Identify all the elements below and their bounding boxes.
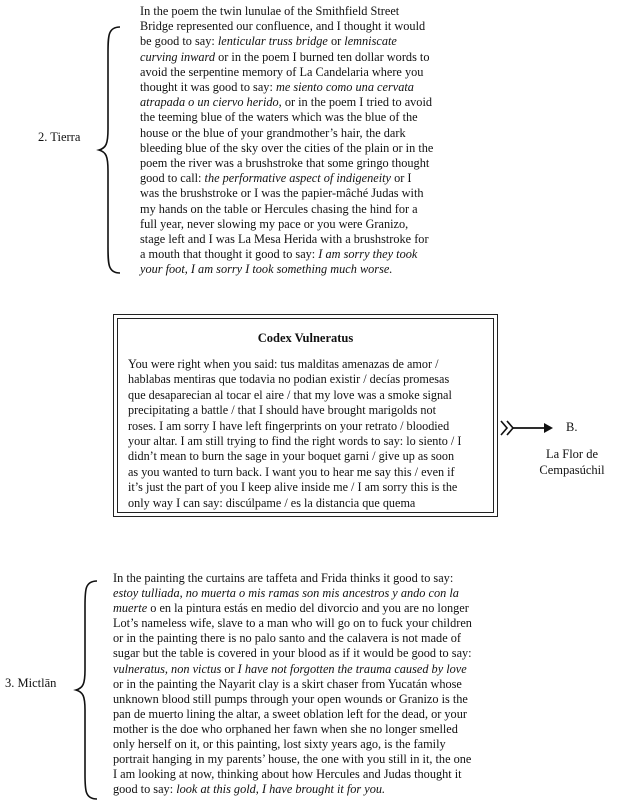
- italic-phrase: me siento como una cervata: [275, 80, 414, 95]
- poem-line: [140, 65, 433, 80]
- text-segment: or in the poem I burned ten dollar words to: [215, 49, 430, 64]
- poem-line: [113, 677, 472, 692]
- poem-line: [140, 217, 433, 232]
- text-segment: or: [327, 34, 345, 49]
- text-segment: In the painting the curtains are taffeta and Frida thinks it good to say:: [113, 571, 454, 585]
- poem-line: [140, 232, 433, 247]
- left-brace-mictlan: [73, 578, 103, 802]
- poem-line: [113, 601, 472, 616]
- text-segment: o en la pintura estás en medio del divorcio and you are no longer: [147, 601, 469, 616]
- text-segment: or in the painting the Nayarit clay is a skirt chaser from Yucatán whose: [113, 676, 462, 691]
- text-segment: my hands on the table or Hercules chasing the hind for a: [140, 201, 418, 216]
- text-segment: or in the painting there is no palo santo and the calavera is not made of: [113, 631, 461, 646]
- italic-phrase: muerte: [113, 601, 148, 616]
- codex-line: it’s just the part of you I keep alive inside me / I am sorry this is the: [128, 480, 458, 495]
- text-segment: full year, never slowing my pace or you were Granizo,: [140, 216, 409, 231]
- codex-line: didn’t mean to burn the sage in your boquet garni / give up as soon: [128, 449, 455, 464]
- poem-line: [140, 202, 433, 217]
- side-note-caption-line: Cempasúchil: [539, 463, 605, 477]
- text-segment: Lot’s nameless wife, slave to a man who will go on to fuck your children: [113, 616, 472, 631]
- text-segment: In the poem the twin lunulae of the Smithfield Street: [140, 4, 400, 18]
- codex-line: only way I can say: discúlpame / es la distancia que quema: [128, 495, 416, 510]
- left-brace-tierra: [96, 24, 126, 276]
- italic-phrase: the performative aspect of indigeneity: [204, 171, 391, 186]
- italic-phrase: estoy tulliada, no muerta o mis ramas son mis ancestros y ando con la: [113, 586, 459, 601]
- text-segment: or: [221, 661, 238, 676]
- poem-line: [140, 171, 433, 186]
- poem-line: [113, 752, 472, 767]
- italic-phrase: I have not forgotten the trauma caused by love: [237, 661, 467, 676]
- text-segment: be good to say:: [140, 34, 218, 49]
- text-segment: good to call:: [140, 171, 205, 186]
- italic-phrase: I am sorry they took: [318, 247, 418, 262]
- poem-line: [113, 662, 472, 677]
- poem-line: [140, 50, 433, 65]
- text-segment: house or the blue of your grandmother’s hair, the dark: [140, 125, 406, 140]
- text-segment: sugar but the table is covered in your blood as if it would be good to say:: [113, 646, 472, 661]
- poem-line: [113, 692, 472, 707]
- poem-line: [140, 262, 433, 277]
- poem-line: [140, 126, 433, 141]
- italic-phrase: lemniscate: [344, 34, 397, 49]
- poem-line: [113, 707, 472, 722]
- poem-line: [140, 19, 433, 34]
- italic-phrase: your foot, I am sorry I took something much worse.: [140, 262, 393, 277]
- poem-line: [113, 586, 472, 601]
- poem-line: [113, 767, 472, 782]
- section-label-mictlan: 3. Mictlān: [5, 676, 57, 690]
- codex-line: as you wanted to turn back. I want you to hear me say this / even if: [128, 464, 455, 479]
- arrow-right-icon: [500, 418, 556, 438]
- poem-line: [140, 156, 433, 171]
- italic-phrase: lenticular truss bridge: [217, 34, 328, 49]
- text-segment: avoid the serpentine memory of La Candelaria where you: [140, 64, 424, 79]
- poem-line: [113, 737, 472, 752]
- poem-line: [140, 110, 433, 125]
- codex-box: [113, 314, 498, 517]
- poem-line: [140, 80, 433, 95]
- poem-line: [140, 95, 433, 110]
- side-note-caption: [530, 446, 614, 478]
- side-note-caption-line: La Flor de: [545, 447, 599, 461]
- text-segment: good to say:: [113, 782, 177, 797]
- poem-line: [140, 247, 433, 262]
- codex-line: que desaparecian al tocar el aire / that my love was a smoke signal: [128, 387, 452, 402]
- text-segment: only herself on it, or this painting, lost sixty years ago, is the family: [113, 737, 446, 752]
- text-segment: pan de muerto lining the altar, a sweet oblation left for the dead, or your: [113, 706, 467, 721]
- text-segment: mother is the doe who orphaned her fawn when she no longer smelled: [113, 721, 458, 736]
- italic-phrase: look at this gold, I have brought it for you.: [176, 782, 386, 797]
- text-segment: or in the poem I tried to avoid: [281, 95, 433, 110]
- poem-line: [140, 141, 433, 156]
- text-segment: poem the river was a brushstroke that some gringo thought: [140, 156, 430, 171]
- codex-line: roses. I am sorry I have left fingerprints on your retrato / bloodied: [128, 418, 450, 433]
- codex-line: your altar. I am still trying to find the right words to say: lo siento / I: [128, 434, 462, 449]
- codex-body: [128, 357, 461, 511]
- poem-line: [140, 4, 433, 19]
- poem-line: [113, 571, 472, 586]
- text-segment: or I: [391, 171, 412, 186]
- poem-line: [113, 631, 472, 646]
- text-segment: stage left and I was La Mesa Herida with a brushstroke for: [140, 232, 429, 247]
- codex-line: hablabas mentiras que todavia no podian existir / decías promesas: [128, 372, 450, 387]
- poem-line: [113, 722, 472, 737]
- poem-line: [113, 646, 472, 661]
- poem-line: [113, 782, 472, 797]
- poem-line: [140, 34, 433, 49]
- text-segment: Bridge represented our confluence, and I thought it would: [140, 19, 426, 34]
- text-segment: unknown blood still pumps through your open wounds or Granizo is the: [113, 691, 468, 706]
- text-segment: I am looking at now, thinking about how Hercules and Judas thought it: [113, 767, 462, 782]
- text-segment: the teeming blue of the waters which was the blue of the: [140, 110, 418, 125]
- poem-tierra: [140, 4, 433, 278]
- codex-box-inner: [117, 318, 494, 513]
- poem-mictlan: [113, 571, 472, 797]
- italic-phrase: curving inward: [140, 49, 216, 64]
- side-note-marker: B.: [566, 420, 578, 434]
- text-segment: was the brushstroke or I was the papier-mâché Judas with: [140, 186, 424, 201]
- text-segment: bleeding blue of the sky over the cities of the plain or in the: [140, 140, 434, 155]
- italic-phrase: vulneratus, non victus: [113, 661, 222, 676]
- text-segment: a mouth that thought it good to say:: [140, 247, 319, 262]
- poem-line: [140, 186, 433, 201]
- text-segment: portrait hanging in my parents’ house, the one with you still in it, the one: [113, 752, 472, 767]
- text-segment: thought it was good to say:: [140, 80, 276, 95]
- italic-phrase: atrapada o un ciervo herido,: [140, 95, 282, 110]
- codex-line: You were right when you said: tus malditas amenazas de amor /: [128, 357, 439, 371]
- codex-line: precipitating a battle / that I should have brought marigolds not: [128, 403, 437, 418]
- section-label-tierra: 2. Tierra: [38, 130, 81, 144]
- codex-title: Codex Vulneratus: [257, 331, 354, 345]
- poem-line: [113, 616, 472, 631]
